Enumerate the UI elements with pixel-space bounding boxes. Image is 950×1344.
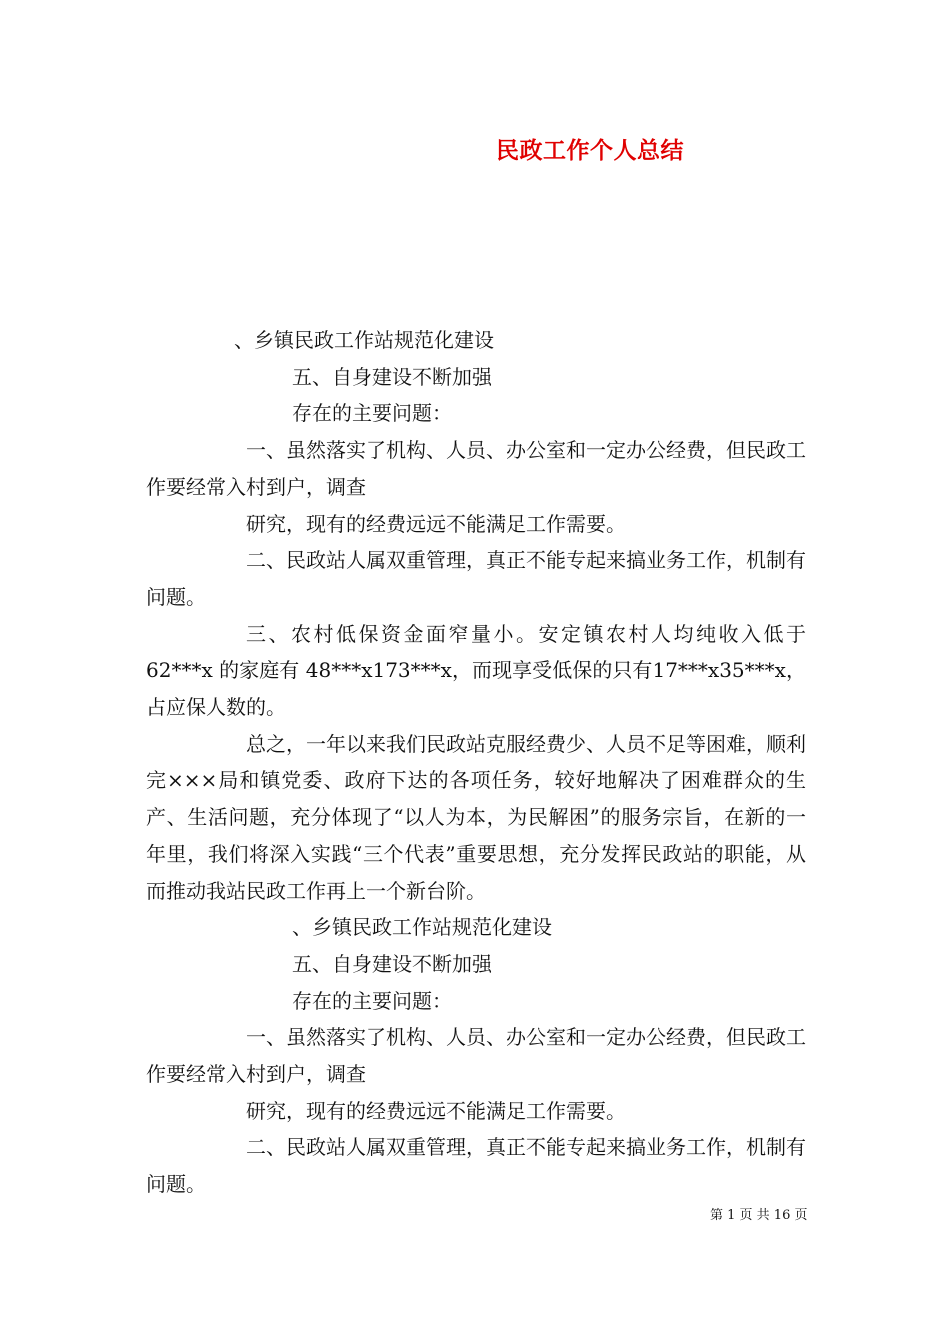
paragraph-problem-one-cont-repeat: 研究，现有的经费远远不能满足工作需要。: [246, 1098, 626, 1123]
paragraph-heading-township: 、乡镇民政工作站规范化建设: [234, 328, 494, 352]
paragraph-problem-one-repeat: 一、虽然落实了机构、人员、办公室和一定办公经费，但民政工作要经常入村到户，调查: [146, 1025, 806, 1087]
document-title: 民政工作个人总结: [496, 137, 684, 164]
paragraph-heading-township-repeat: 、乡镇民政工作站规范化建设: [292, 915, 552, 940]
paragraph-heading-problems: 存在的主要问题：: [292, 401, 452, 426]
paragraph-summary: 总之，一年以来我们民政站克服经费少、人员不足等困难，顺利完×××局和镇党委、政府下达的各项任务，较好地解决了困难群众的生产、生活问题，充分体现了“以人为本，为民解困”的服务宗旨，在新的一年里，我们将深入实践“三个代表”重要思想，充分发挥民政站的职能，从而推动我站民政工作再上一个新台阶。: [146, 731, 806, 903]
paragraph-problem-one-cont: 研究，现有的经费远远不能满足工作需要。: [246, 511, 626, 536]
paragraph-problem-three: 三、农村低保资金面窄量小。安定镇农村人均纯收入低于62***x 的家庭有 48***x173***x，而现享受低保的只有17***x35***x，占应保人数的。: [146, 621, 806, 720]
paragraph-heading-self-building: 五、自身建设不断加强: [292, 364, 492, 389]
paragraph-problem-two: 二、民政站人属双重管理，真正不能专起来搞业务工作，机制有问题。: [146, 548, 806, 609]
paragraph-problem-one: 一、虽然落实了机构、人员、办公室和一定办公经费，但民政工作要经常入村到户，调查: [146, 438, 806, 499]
document-body: [146, 322, 806, 1203]
paragraph-heading-problems-repeat: 存在的主要问题：: [292, 988, 452, 1013]
page-number-footer: 第 1 页 共 16 页: [710, 1208, 808, 1223]
paragraph-heading-self-building-repeat: 五、自身建设不断加强: [292, 951, 492, 976]
paragraph-problem-two-repeat: 二、民政站人属双重管理，真正不能专起来搞业务工作，机制有问题。: [146, 1135, 806, 1197]
